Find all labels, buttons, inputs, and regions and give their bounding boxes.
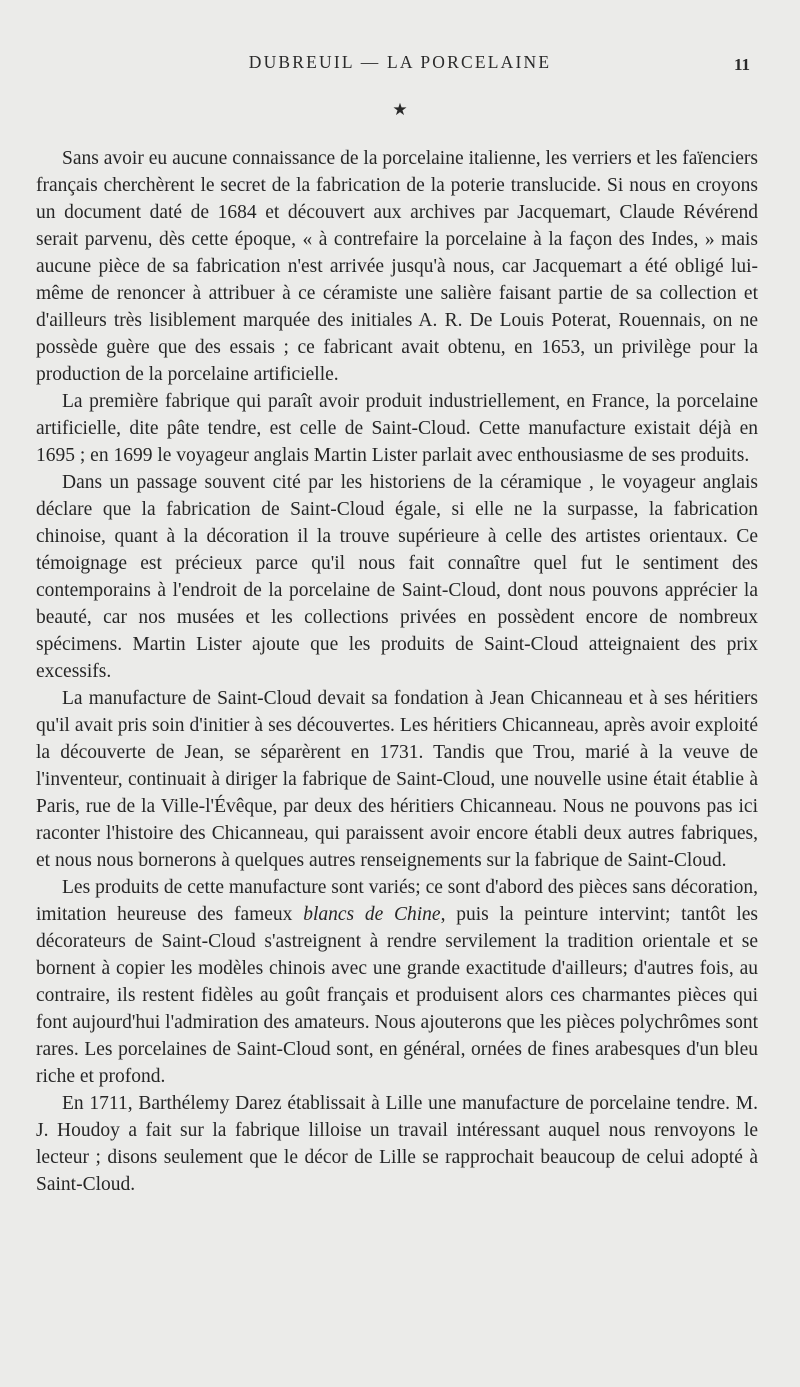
page-header: [0, 52, 800, 76]
paragraph-6: En 1711, Barthélemy Darez établissait à Lille une manufacture de porcelaine tendre. M. J. Houdoy a fait sur la fabrique lilloise un travail intéressant auquel nous renvoyons le lecteur ; disons seulement que le décor de Lille se rapprochait beaucoup de celui adopté à Saint-Cloud.: [36, 1093, 758, 1195]
paragraph-5-before: Les produits de cette manufacture sont variés; ce sont d'abord des pièces sans décoration, imitation heureuse des fameux: [36, 877, 758, 925]
body-text: [36, 145, 758, 1198]
paragraph-5-after: , puis la peinture intervint; tantôt les décorateurs de Saint-Cloud s'astreignent à rendre servilement la tradition orientale et se bornent à copier les modèles chinois avec une grande exactitude d'ailleurs; d'autres fois, au contraire, ils restent fidèles au goût français et produisent alors ces charmantes pièces qui font aujourd'hui l'admiration des amateurs. Nous ajouterons que les pièces polychrômes sont rares. Les porcelaines de Saint-Cloud sont, en général, ornées de fines arabesques d'un bleu riche et profond.: [36, 904, 758, 1087]
italic-term: blancs de Chine: [303, 904, 441, 925]
paragraph-5: [36, 874, 758, 1090]
paragraph-2: La première fabrique qui paraît avoir produit industriellement, en France, la porcelaine artificielle, dite pâte tendre, est celle de Saint-Cloud. Cette manufacture existait déjà en 1695 ; en 1699 le voyageur anglais Martin Lister parlait avec enthousiasme de ses produits.: [36, 391, 758, 466]
star-ornament-icon: ★: [392, 100, 408, 119]
paragraph-4: La manufacture de Saint-Cloud devait sa fondation à Jean Chicanneau et à ses héritiers qu'il avait pris soin d'initier à ses découvertes. Les héritiers Chicanneau, après avoir exploité la découverte de Jean, se séparèrent en 1731. Tandis que Trou, marié à la veuve de l'inventeur, continuait à diriger la fabrique de Saint-Cloud, une nouvelle usine était établie à Paris, rue de la Ville-l'Évêque, par deux des héritiers Chicanneau. Nous ne pouvons pas ici raconter l'histoire des Chicanneau, qui paraissent avoir encore établi deux autres fabriques, et nous nous bornerons à quelques autres renseignements sur la fabrique de Saint-Cloud.: [36, 688, 758, 871]
paragraph-1: Sans avoir eu aucune connaissance de la porcelaine italienne, les verriers et les faïenciers français cherchèrent le secret de la fabrication de la poterie translucide. Si nous en croyons un document daté de 1684 et découvert aux archives par Jacquemart, Claude Révérend serait parvenu, dès cette époque, « à contrefaire la porcelaine à la façon des Indes, » mais aucune pièce de sa fabrication n'est arrivée jusqu'à nous, car Jacquemart a été obligé lui-même de renoncer à attribuer à ce céramiste une salière faisant partie de sa collection et d'ailleurs très lisiblement marquée des initiales A. R. De Louis Poterat, Rouennais, on ne possède guère que des essais ; ce fabricant avait obtenu, en 1653, un privilège pour la production de la porcelaine artificielle.: [36, 148, 758, 385]
running-title: DUBREUIL — LA PORCELAINE: [248, 52, 552, 72]
page-number: 11: [733, 55, 750, 74]
paragraph-3: Dans un passage souvent cité par les historiens de la céramique , le voyageur anglais déclare que la fabrication de Saint-Cloud égale, si elle ne la surpasse, la fabrication chinoise, quant à la décoration il la trouve supérieure à celle des artistes orientaux. Ce témoignage est précieux parce qu'il nous fait connaître quel fut le sentiment des contemporains à l'endroit de la porcelaine de Saint-Cloud, dont nous pouvons apprécier la beauté, car nos musées et les collections privées en possèdent encore de nombreux spécimens. Martin Lister ajoute que les produits de Saint-Cloud atteignaient des prix excessifs.: [36, 472, 758, 682]
